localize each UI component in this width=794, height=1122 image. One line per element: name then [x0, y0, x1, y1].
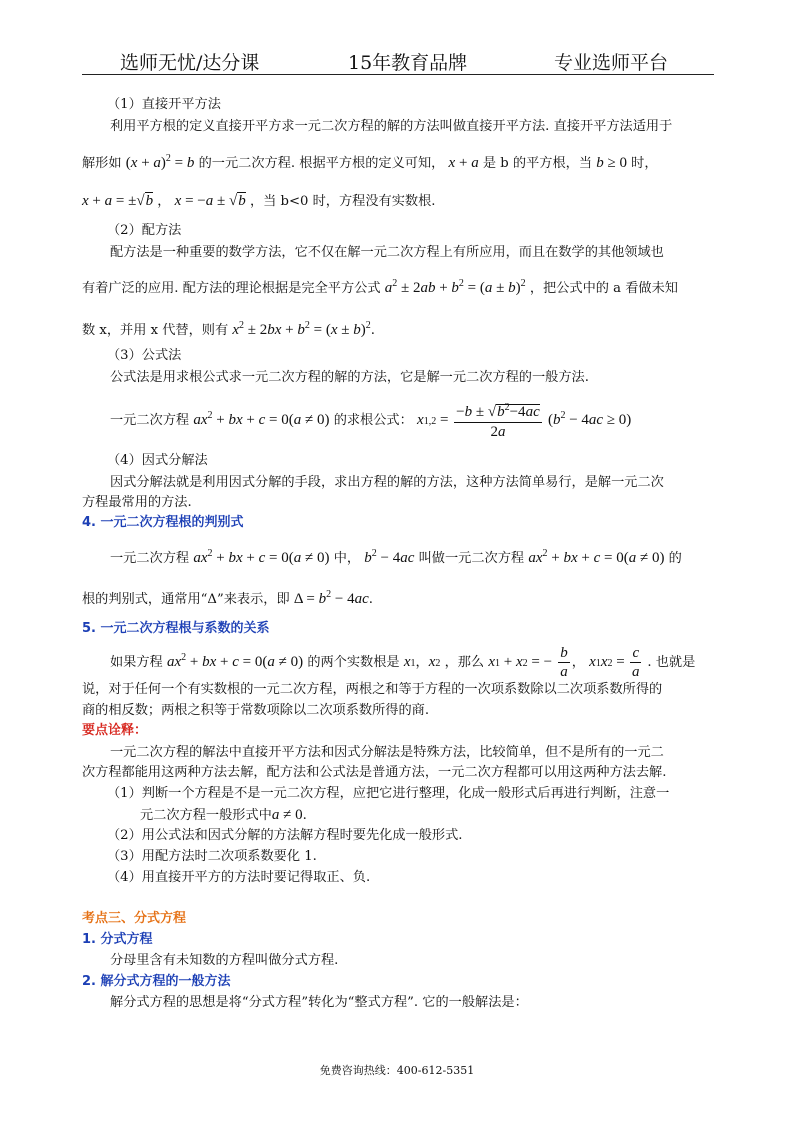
solve-method-p1: 解分式方程的思想是将“分式方程”转化为“整式方程”. 它的一般解法是：	[110, 995, 528, 1010]
method-direct-p2: 解形如 $(x + a)^2 = b$ 的一元二次方程. 根据平方根的定义可知， x + a 是 b 的平方根，当 b ≥ 0 时，	[82, 153, 658, 171]
vieta-p2: 说，对于任何一个有实数根的一元二次方程，两根之和等于方程的一次项系数除以二次项系数所得的	[82, 682, 663, 697]
method-formula-p1: 公式法是用求根公式求一元二次方程的解的方法，它是解一元二次方程的一般方法.	[110, 370, 589, 385]
method-square-p1: 配方法是一种重要的数学方法，它不仅在解一元二次方程上有所应用，而且在数学的其他领域也	[110, 245, 664, 260]
page-header	[82, 46, 714, 74]
method-square-title: （2）配方法	[107, 223, 182, 238]
vieta-p1: 如果方程 $ax^2$ + bx + c = 0(a ≠ 0) 的两个实数根是 x1，x2 ，那么 x1 + x2 = − $\frac{b}{a}$ ， x1x2 = $\frac{c}{a}$ . 也就是	[110, 645, 696, 680]
discriminant-p1: 一元二次方程 $ax^2$ + bx + c = 0(a ≠ 0) 中， $b^2 - 4ac$ 叫做一元二次方程 $ax^2$ + bx + c = 0(a ≠ 0) 的	[110, 548, 682, 566]
key-points-p2: 次方程都能用这两种方法去解，配方法和公式法是普通方法，一元二次方程都可以用这两种方法去解.	[82, 765, 667, 780]
heading-solve-method: 2. 解分式方程的一般方法	[82, 974, 231, 989]
method-square-p2: 有着广泛的应用. 配方法的理论根据是完全平方公式 $a^2 \pm 2ab + b^2 = (a \pm b)^2$ ，把公式中的 a 看做未知	[82, 278, 678, 296]
heading-vieta: 5. 一元二次方程根与系数的关系	[82, 621, 270, 636]
method-formula-p2: 一元二次方程 $ax^2$ + bx + c = 0(a ≠ 0) 的求根公式： x1,2 = $\frac{-b \pm √b^2-4ac}{2a}$ $(b^2 - 4ac \ge 0)$	[110, 398, 631, 442]
topic-three-title: 考点三、分式方程	[82, 911, 187, 926]
key-points-title: 要点诠释：	[82, 723, 148, 738]
header-platform: 专业选师平台	[554, 52, 669, 74]
key-points-item-1b: 元二次方程一般形式中a ≠ 0.	[140, 807, 307, 823]
method-square-p3: 数 x，并用 x 代替，则有 $x^2 \pm 2bx + b^2 = (x \pm b)^2$.	[82, 320, 375, 338]
header-rule	[82, 74, 714, 75]
footer-hotline: 免费咨询热线：400-612-5351	[319, 1064, 475, 1077]
key-points-item-2: （2）用公式法和因式分解的方法解方程时要先化成一般形式.	[107, 828, 463, 843]
vieta-p3: 商的相反数；两根之积等于常数项除以二次项系数所得的商.	[82, 703, 430, 718]
discriminant-p2: 根的判别式，通常用“Δ”来表示，即 $\Delta = b^2 - 4ac$.	[82, 589, 373, 607]
method-formula-title: （3）公式法	[107, 348, 182, 363]
method-direct-p1: 利用平方根的定义直接开平方求一元二次方程的解的方法叫做直接开平方法. 直接开平方法适用于	[110, 119, 673, 134]
method-direct-title: （1）直接开平方法	[107, 97, 221, 112]
fractional-equation-def: 分母里含有未知数的方程叫做分式方程.	[110, 953, 339, 968]
method-factor-p1: 因式分解法就是利用因式分解的手段，求出方程的解的方法，这种方法简单易行，是解一元二次	[110, 475, 664, 490]
method-factor-p2: 方程最常用的方法.	[82, 495, 192, 510]
key-points-p1: 一元二次方程的解法中直接开平方法和因式分解法是特殊方法，比较简单，但不是所有的一元二	[110, 745, 664, 760]
key-points-item-3: （3）用配方法时二次项系数要化 1.	[107, 849, 317, 864]
header-brand: 选师无忧/达分课	[120, 52, 260, 74]
method-factor-title: （4）因式分解法	[107, 453, 208, 468]
method-direct-p3: x + a = ±√b ， x = −a ± √b ，当 b<0 时，方程没有实数根.	[82, 193, 436, 209]
key-points-item-1: （1）判断一个方程是不是一元二次方程，应把它进行整理，化成一般形式后再进行判断，注意一	[107, 786, 670, 801]
key-points-item-4: （4）用直接开平方的方法时要记得取正、负.	[107, 870, 371, 885]
heading-fractional-equation: 1. 分式方程	[82, 932, 153, 947]
header-slogan: 15年教育品牌	[348, 52, 468, 74]
heading-discriminant: 4. 一元二次方程根的判别式	[82, 515, 244, 530]
